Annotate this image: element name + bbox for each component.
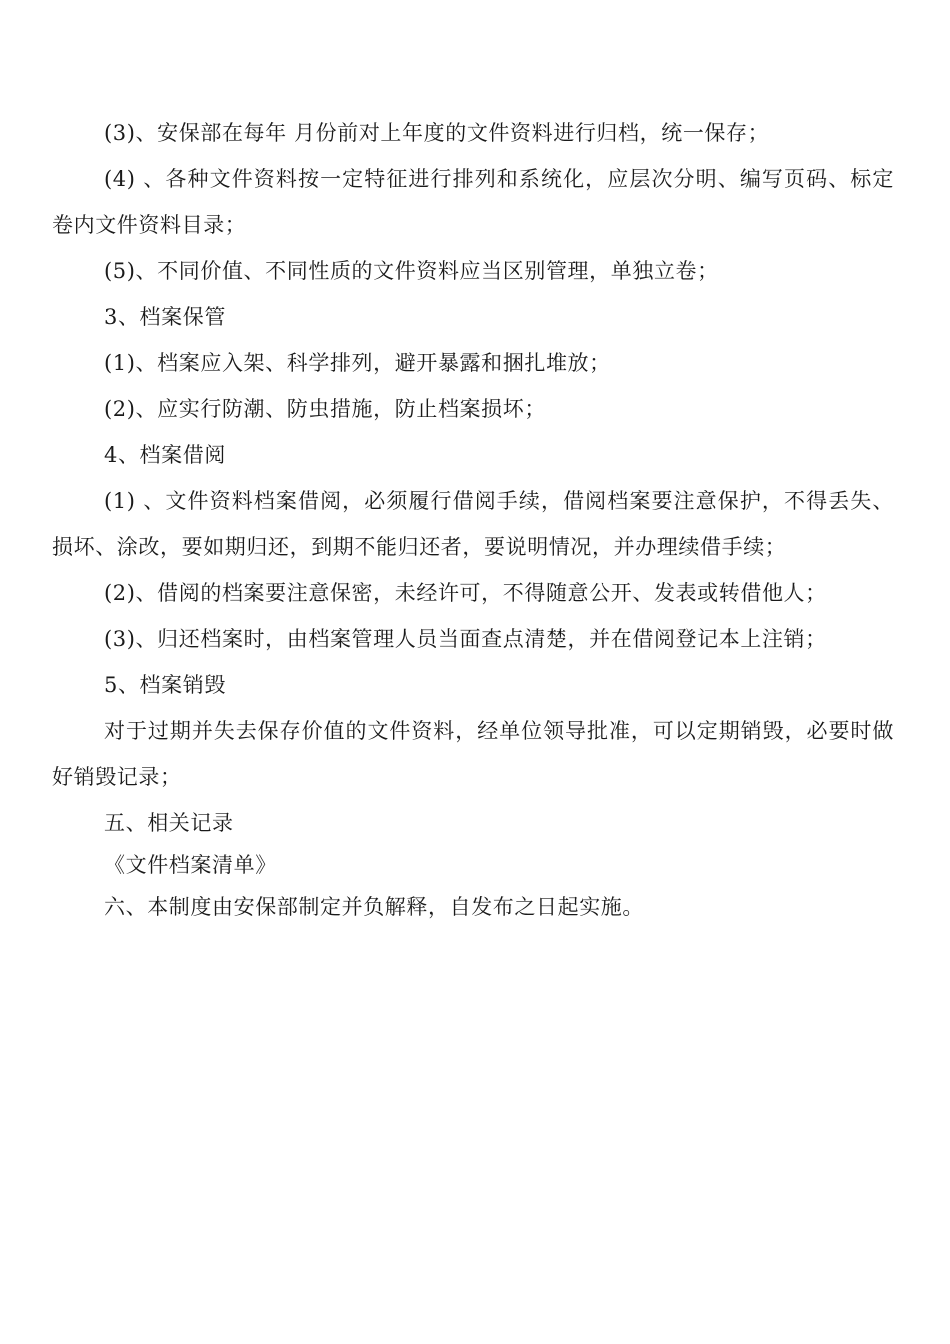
section-heading-related-records: 五、相关记录: [104, 811, 234, 835]
paragraph-moisture-protection: (2)、应实行防潮、防虫措施，防止档案损坏；: [104, 397, 546, 421]
paragraph-archive-ordering: (4) 、各种文件资料按一定特征进行排列和系统化，应层次分明、编写页码、标定卷内文件资料目录；: [52, 167, 894, 237]
section-heading-archive-borrowing: 4、档案借阅: [104, 443, 226, 467]
document-page: [52, 110, 894, 930]
section-heading-archive-destruction: 5、档案销毁: [104, 673, 226, 697]
section-heading-archive-storage: 3、档案保管: [104, 305, 226, 329]
paragraph-destruction-rule: 对于过期并失去保存价值的文件资料，经单位领导批准，可以定期销毁，必要时做好销毁记录；: [52, 719, 894, 789]
paragraph-confidentiality: (2)、借阅的档案要注意保密，未经许可，不得随意公开、发表或转借他人；: [104, 581, 827, 605]
paragraph-return-check: (3)、归还档案时，由档案管理人员当面查点清楚，并在借阅登记本上注销；: [104, 627, 827, 651]
record-name: 《文件档案清单》: [104, 853, 277, 877]
paragraph-separate-management: (5)、不同价值、不同性质的文件资料应当区别管理，单独立卷；: [104, 259, 719, 283]
paragraph-borrowing-procedure: (1) 、文件资料档案借阅，必须履行借阅手续，借阅档案要注意保护，不得丢失、损坏、涂改，要如期归还，到期不能归还者，要说明情况，并办理续借手续；: [52, 489, 894, 559]
paragraph-shelving: (1)、档案应入架、科学排列，避开暴露和捆扎堆放；: [104, 351, 611, 375]
paragraph-archive-timing: (3)、安保部在每年 月份前对上年度的文件资料进行归档，统一保存；: [104, 121, 770, 145]
paragraph-effective-clause: 六、本制度由安保部制定并负解释，自发布之日起实施。: [104, 895, 644, 919]
